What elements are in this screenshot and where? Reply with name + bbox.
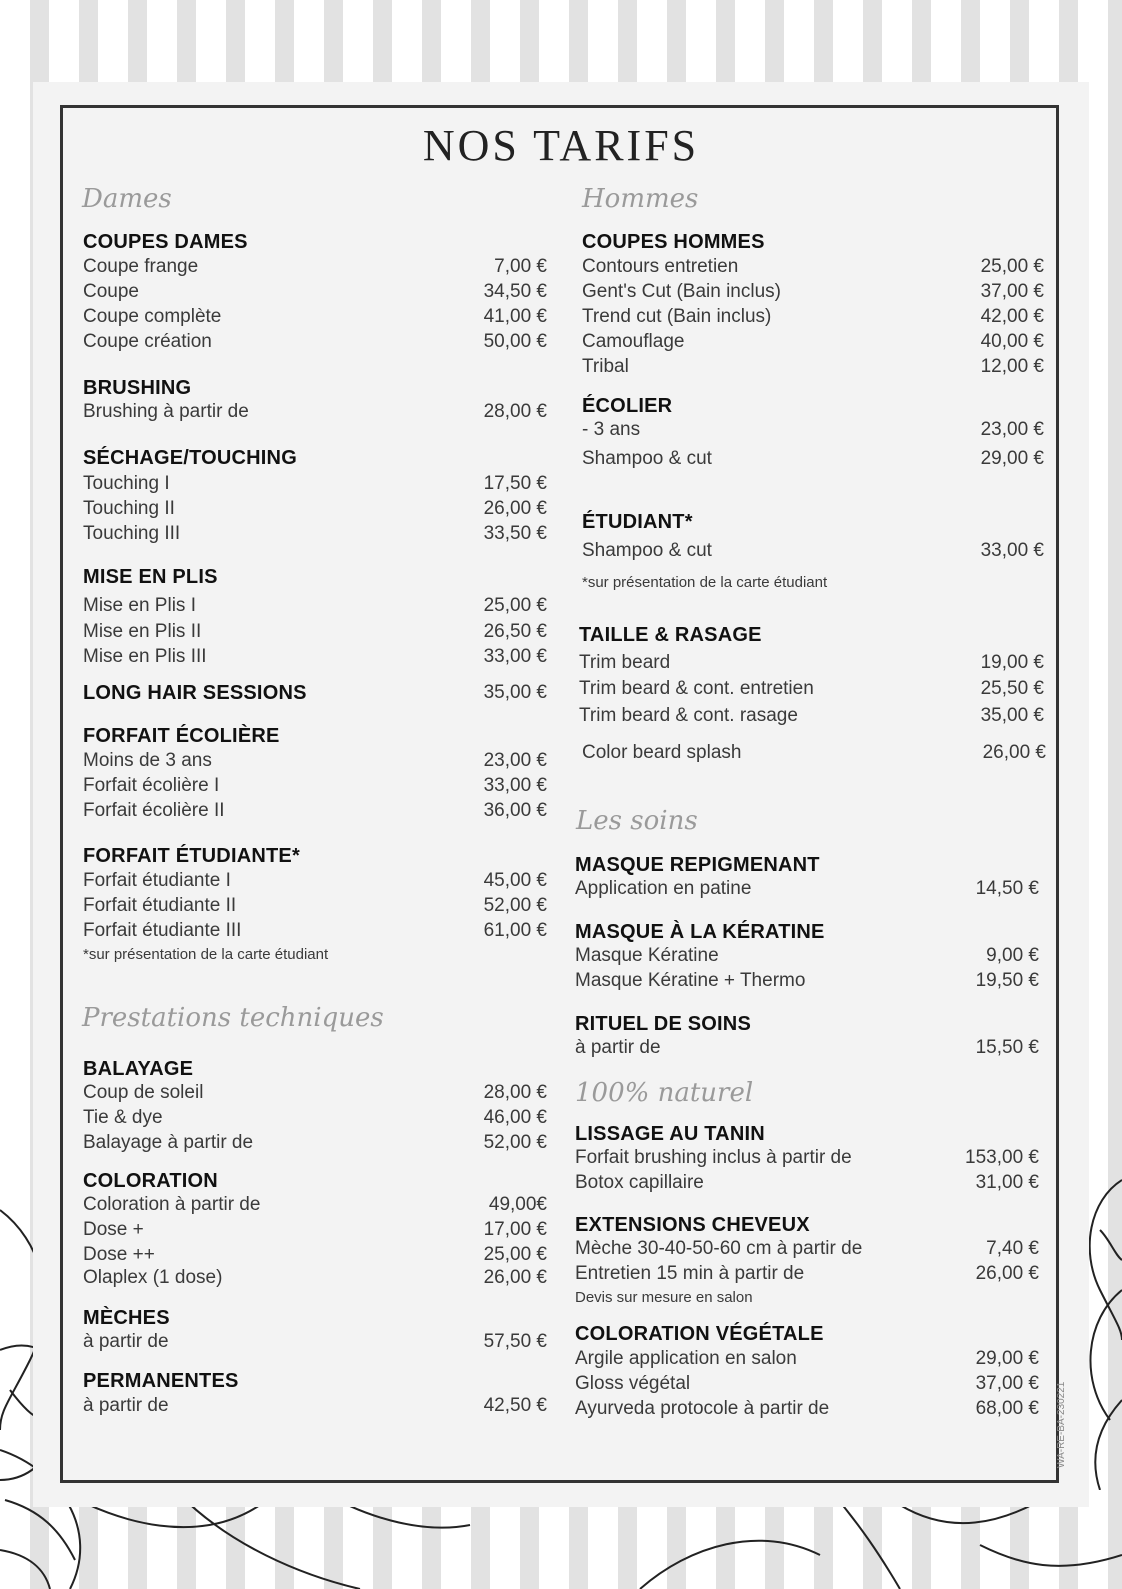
price-row bbox=[575, 1037, 1039, 1061]
heading-long-hair-sessions: LONG HAIR SESSIONS bbox=[83, 682, 307, 704]
price-row bbox=[575, 1238, 1039, 1262]
item-name: Shampoo & cut bbox=[582, 448, 712, 469]
price-row bbox=[83, 523, 547, 547]
item-price: 57,50 € bbox=[483, 1331, 547, 1352]
heading-masque-repigmenant: MASQUE REPIGMENANT bbox=[575, 854, 820, 876]
item-price: 26,00 € bbox=[982, 742, 1046, 763]
item-name: à partir de bbox=[83, 1331, 169, 1352]
item-price: 52,00 € bbox=[483, 1132, 547, 1153]
price-row bbox=[575, 970, 1039, 994]
price-row bbox=[575, 1263, 1039, 1287]
heading-coloration-vegetale: COLORATION VÉGÉTALE bbox=[575, 1323, 824, 1345]
price-row bbox=[575, 1373, 1039, 1397]
item-name: Shampoo & cut bbox=[582, 540, 712, 561]
note-devis: Devis sur mesure en salon bbox=[575, 1289, 753, 1306]
item-price: 42,50 € bbox=[483, 1395, 547, 1416]
item-price: 25,00 € bbox=[483, 595, 547, 616]
item-name: Forfait écolière I bbox=[83, 775, 220, 796]
footnote-etudiant: *sur présentation de la carte étudiant bbox=[582, 574, 828, 591]
item-price: 37,00 € bbox=[980, 281, 1044, 302]
item-name: Mèche 30-40-50-60 cm à partir de bbox=[575, 1238, 863, 1259]
document-code: WA-RE-BA-230221 bbox=[1056, 1381, 1067, 1468]
item-price: 26,00 € bbox=[483, 498, 547, 519]
item-price: 17,00 € bbox=[483, 1219, 547, 1240]
price-row bbox=[83, 401, 547, 425]
item-price: 12,00 € bbox=[980, 356, 1044, 377]
item-price: 26,00 € bbox=[483, 1267, 547, 1288]
section-label-prestations-techniques: Prestations techniques bbox=[82, 1003, 384, 1033]
item-price: 68,00 € bbox=[975, 1398, 1039, 1419]
item-price: 36,00 € bbox=[483, 800, 547, 821]
item-name: Touching II bbox=[83, 498, 175, 519]
price-row bbox=[575, 1398, 1039, 1422]
heading-brushing: BRUSHING bbox=[83, 377, 192, 399]
price-row bbox=[582, 331, 1044, 355]
item-price: 40,00 € bbox=[980, 331, 1044, 352]
price-row bbox=[575, 1147, 1039, 1171]
page-title: NOS TARIFS bbox=[422, 121, 700, 170]
item-price: 41,00 € bbox=[483, 306, 547, 327]
heading-coupes-hommes: COUPES HOMMES bbox=[582, 231, 765, 253]
price-row bbox=[83, 1219, 547, 1243]
item-name: Tribal bbox=[582, 356, 629, 377]
price-row bbox=[83, 306, 547, 330]
price-row bbox=[83, 331, 547, 355]
price-row bbox=[582, 448, 1044, 472]
price-row bbox=[83, 621, 547, 645]
item-name: Masque Kératine bbox=[575, 945, 719, 966]
item-price: 17,50 € bbox=[483, 473, 547, 494]
price-row bbox=[83, 750, 547, 774]
heading-taille-rasage: TAILLE & RASAGE bbox=[579, 624, 762, 646]
price-row bbox=[579, 678, 1044, 702]
price-row bbox=[83, 1107, 547, 1131]
heading-balayage: BALAYAGE bbox=[83, 1058, 194, 1080]
price-row bbox=[575, 1348, 1039, 1372]
item-name: Tie & dye bbox=[83, 1107, 163, 1128]
item-price: 26,50 € bbox=[483, 621, 547, 642]
price-row-long-hair bbox=[83, 682, 547, 706]
price-row bbox=[582, 356, 1044, 380]
item-name: Gent's Cut (Bain inclus) bbox=[582, 281, 781, 302]
item-price: 61,00 € bbox=[483, 920, 547, 941]
item-name: Dose + bbox=[83, 1219, 144, 1240]
item-name: à partir de bbox=[83, 1395, 169, 1416]
price-row bbox=[83, 281, 547, 305]
item-price: 37,00 € bbox=[975, 1373, 1039, 1394]
price-row bbox=[83, 895, 547, 919]
item-price: 46,00 € bbox=[483, 1107, 547, 1128]
price-row bbox=[83, 646, 547, 670]
item-price: 50,00 € bbox=[483, 331, 547, 352]
item-price: 26,00 € bbox=[975, 1263, 1039, 1284]
item-name: - 3 ans bbox=[582, 419, 641, 440]
item-name: Coup de soleil bbox=[83, 1082, 204, 1103]
item-price: 28,00 € bbox=[483, 1082, 547, 1103]
price-row bbox=[582, 281, 1044, 305]
price-row bbox=[83, 1244, 547, 1268]
item-name: Mise en Plis I bbox=[83, 595, 196, 616]
price-row bbox=[83, 920, 547, 944]
item-price: 34,50 € bbox=[483, 281, 547, 302]
item-price: 35,00 € bbox=[483, 682, 547, 703]
item-name: Trim beard bbox=[579, 652, 671, 673]
item-price: 7,00 € bbox=[494, 256, 547, 277]
item-name: Argile application en salon bbox=[575, 1348, 797, 1369]
item-name: Touching III bbox=[83, 523, 181, 544]
price-row bbox=[83, 1082, 547, 1106]
item-price: 153,00 € bbox=[965, 1147, 1039, 1168]
heading-meches: MÈCHES bbox=[83, 1307, 170, 1329]
item-price: 9,00 € bbox=[986, 945, 1039, 966]
heading-forfait-ecoliere: FORFAIT ÉCOLIÈRE bbox=[83, 725, 280, 747]
item-name: Color beard splash bbox=[582, 742, 742, 763]
price-row bbox=[579, 705, 1044, 729]
item-price: 33,00 € bbox=[980, 540, 1044, 561]
item-price: 42,00 € bbox=[980, 306, 1044, 327]
price-row bbox=[83, 1132, 547, 1156]
heading-masque-keratine: MASQUE À LA KÉRATINE bbox=[575, 921, 825, 943]
section-label-hommes: Hommes bbox=[582, 184, 699, 214]
price-row bbox=[582, 540, 1044, 564]
section-label-100-naturel: 100% naturel bbox=[575, 1078, 754, 1108]
section-label-dames: Dames bbox=[82, 184, 172, 214]
item-name: Forfait brushing inclus à partir de bbox=[575, 1147, 852, 1168]
item-price: 25,00 € bbox=[483, 1244, 547, 1265]
item-price: 35,00 € bbox=[980, 705, 1044, 726]
item-name: Forfait écolière II bbox=[83, 800, 225, 821]
item-price: 7,40 € bbox=[986, 1238, 1039, 1259]
item-name: Brushing à partir de bbox=[83, 401, 249, 422]
item-name: Application en patine bbox=[575, 878, 752, 899]
heading-coloration: COLORATION bbox=[83, 1170, 218, 1192]
price-row bbox=[83, 1194, 547, 1218]
item-price: 33,00 € bbox=[483, 646, 547, 667]
item-name: Botox capillaire bbox=[575, 1172, 704, 1193]
item-name: Forfait étudiante III bbox=[83, 920, 242, 941]
item-price: 49,00€ bbox=[488, 1194, 547, 1215]
item-price: 33,50 € bbox=[483, 523, 547, 544]
item-name: Coupe bbox=[83, 281, 139, 302]
item-price: 19,00 € bbox=[980, 652, 1044, 673]
item-name: à partir de bbox=[575, 1037, 661, 1058]
item-name: Trim beard & cont. rasage bbox=[579, 705, 798, 726]
item-price: 31,00 € bbox=[975, 1172, 1039, 1193]
price-row bbox=[575, 945, 1039, 969]
price-row bbox=[575, 1172, 1039, 1196]
item-price: 33,00 € bbox=[483, 775, 547, 796]
price-row bbox=[83, 1267, 547, 1291]
item-name: Camouflage bbox=[582, 331, 685, 352]
item-name: Entretien 15 min à partir de bbox=[575, 1263, 805, 1284]
item-name: Touching I bbox=[83, 473, 170, 494]
heading-rituel-de-soins: RITUEL DE SOINS bbox=[575, 1013, 751, 1035]
item-name: Masque Kératine + Thermo bbox=[575, 970, 806, 991]
heading-sechage-touching: SÉCHAGE/TOUCHING bbox=[83, 447, 297, 469]
item-name: Balayage à partir de bbox=[83, 1132, 254, 1153]
item-name: Olaplex (1 dose) bbox=[83, 1267, 223, 1288]
heading-permanentes: PERMANENTES bbox=[83, 1370, 239, 1392]
heading-etudiant: ÉTUDIANT* bbox=[582, 511, 693, 533]
item-name: Dose ++ bbox=[83, 1244, 155, 1265]
price-row bbox=[575, 878, 1039, 902]
item-name: Mise en Plis II bbox=[83, 621, 202, 642]
heading-forfait-etudiante: FORFAIT ÉTUDIANTE* bbox=[83, 845, 300, 867]
item-name: Forfait étudiante II bbox=[83, 895, 237, 916]
heading-coupes-dames: COUPES DAMES bbox=[83, 231, 248, 253]
item-price: 25,50 € bbox=[980, 678, 1044, 699]
price-row bbox=[83, 498, 547, 522]
item-price: 23,00 € bbox=[483, 750, 547, 771]
item-name: Trim beard & cont. entretien bbox=[579, 678, 814, 699]
price-row bbox=[582, 306, 1044, 330]
price-row bbox=[83, 595, 547, 619]
price-row bbox=[83, 775, 547, 799]
item-price: 25,00 € bbox=[980, 256, 1044, 277]
item-name: Ayurveda protocole à partir de bbox=[575, 1398, 830, 1419]
item-name: Gloss végétal bbox=[575, 1373, 691, 1394]
section-label-les-soins: Les soins bbox=[576, 806, 698, 836]
price-row bbox=[83, 870, 547, 894]
item-name: Coupe création bbox=[83, 331, 212, 352]
item-name: Coupe frange bbox=[83, 256, 199, 277]
item-name: Mise en Plis III bbox=[83, 646, 207, 667]
item-price: 15,50 € bbox=[975, 1037, 1039, 1058]
item-price: 28,00 € bbox=[483, 401, 547, 422]
item-price: 23,00 € bbox=[980, 419, 1044, 440]
price-row bbox=[582, 256, 1044, 280]
item-price: 45,00 € bbox=[483, 870, 547, 891]
item-price: 29,00 € bbox=[975, 1348, 1039, 1369]
item-price: 14,50 € bbox=[975, 878, 1039, 899]
item-name: Trend cut (Bain inclus) bbox=[582, 306, 772, 327]
item-price: 52,00 € bbox=[483, 895, 547, 916]
item-price: 19,50 € bbox=[975, 970, 1039, 991]
heading-extensions-cheveux: EXTENSIONS CHEVEUX bbox=[575, 1214, 810, 1236]
item-name: Coupe complète bbox=[83, 306, 222, 327]
item-name: Contours entretien bbox=[582, 256, 739, 277]
item-name: Coloration à partir de bbox=[83, 1194, 261, 1215]
price-row bbox=[83, 473, 547, 497]
heading-ecolier: ÉCOLIER bbox=[582, 395, 673, 417]
item-name: Moins de 3 ans bbox=[83, 750, 212, 771]
price-row bbox=[83, 1331, 547, 1355]
price-row bbox=[83, 1395, 547, 1419]
heading-lissage-au-tanin: LISSAGE AU TANIN bbox=[575, 1123, 765, 1145]
price-row bbox=[83, 256, 547, 280]
price-row bbox=[579, 652, 1044, 676]
item-name: Forfait étudiante I bbox=[83, 870, 231, 891]
price-row bbox=[582, 419, 1044, 443]
price-row bbox=[83, 800, 547, 824]
footnote-etudiante: *sur présentation de la carte étudiant bbox=[83, 946, 329, 963]
price-row bbox=[582, 742, 1046, 766]
item-price: 29,00 € bbox=[980, 448, 1044, 469]
heading-mise-en-plis: MISE EN PLIS bbox=[83, 566, 218, 588]
